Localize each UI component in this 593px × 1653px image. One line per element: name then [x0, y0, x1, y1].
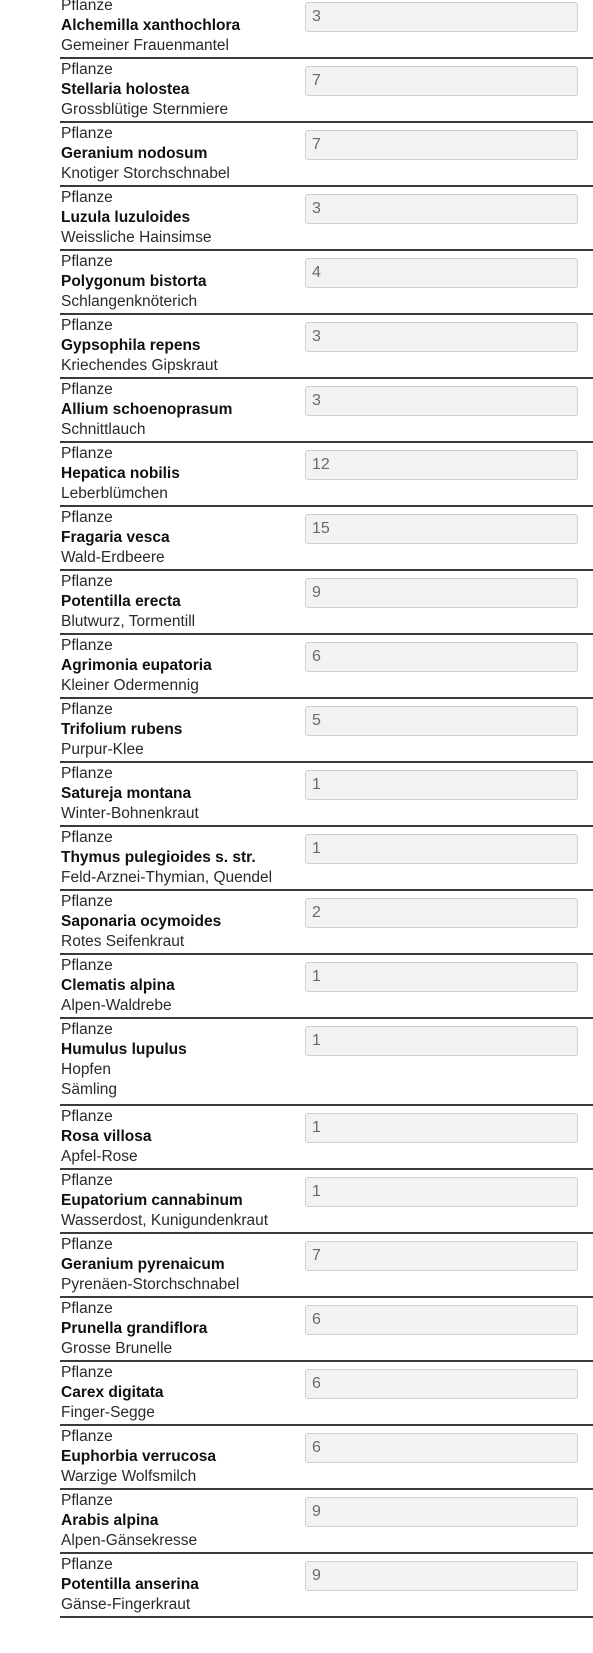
plant-row: [60, 571, 593, 635]
plant-row: [60, 763, 593, 827]
plant-common-name: Grosse Brunelle: [61, 1340, 173, 1357]
plant-info: [61, 956, 175, 1016]
plant-scientific-name: Satureja montana: [61, 785, 192, 802]
plant-row: [60, 1362, 593, 1426]
quantity-input[interactable]: [305, 386, 578, 416]
plant-info: [61, 188, 211, 248]
plant-info: [61, 572, 195, 632]
plant-row: [60, 123, 593, 187]
plant-row: [60, 635, 593, 699]
plant-scientific-name: Prunella grandiflora: [61, 1320, 208, 1337]
plant-category-label: Pflanze: [61, 253, 113, 270]
plant-row: [60, 59, 593, 123]
plant-category-label: Pflanze: [61, 317, 113, 334]
plant-row: [60, 251, 593, 315]
plant-category-label: Pflanze: [61, 957, 113, 974]
plant-row: [60, 1019, 593, 1106]
plant-category-label: Pflanze: [61, 1492, 113, 1509]
plant-common-name: Schlangenknöterich: [61, 293, 198, 310]
quantity-input[interactable]: [305, 194, 578, 224]
plant-common-name: Alpen-Gänsekresse: [61, 1532, 198, 1549]
plant-scientific-name: Euphorbia verrucosa: [61, 1448, 217, 1465]
plant-scientific-name: Saponaria ocymoides: [61, 913, 222, 930]
plant-scientific-name: Thymus pulegioides s. str.: [61, 849, 256, 866]
plant-common-name: Kleiner Odermennig: [61, 677, 199, 694]
plant-info: [61, 1299, 207, 1359]
plant-scientific-name: Agrimonia eupatoria: [61, 657, 212, 674]
quantity-input[interactable]: [305, 642, 578, 672]
plant-category-label: Pflanze: [61, 1172, 113, 1189]
quantity-input[interactable]: [305, 258, 578, 288]
plant-common-name: Apfel-Rose: [61, 1148, 138, 1165]
plant-common-name: Pyrenäen-Storchschnabel: [61, 1276, 240, 1293]
plant-scientific-name: Potentilla anserina: [61, 1576, 199, 1593]
plant-scientific-name: Geranium pyrenaicum: [61, 1256, 225, 1273]
plant-common-name: Leberblümchen: [61, 485, 168, 502]
plant-row: [60, 0, 593, 59]
plant-category-label: Pflanze: [61, 0, 113, 14]
plant-info: [61, 124, 230, 184]
plant-category-label: Pflanze: [61, 1236, 113, 1253]
plant-scientific-name: Geranium nodosum: [61, 145, 208, 162]
plant-common-name: Wasserdost, Kunigundenkraut: [61, 1212, 269, 1229]
plant-category-label: Pflanze: [61, 61, 113, 78]
quantity-input[interactable]: [305, 1241, 578, 1271]
plant-common-name: Alpen-Waldrebe: [61, 997, 172, 1014]
plant-scientific-name: Luzula luzuloides: [61, 209, 191, 226]
plant-scientific-name: Gypsophila repens: [61, 337, 201, 354]
plant-common-name: Hopfen: [61, 1061, 111, 1078]
plant-common-name: Blutwurz, Tormentill: [61, 613, 196, 630]
plant-scientific-name: Hepatica nobilis: [61, 465, 180, 482]
plant-info: [61, 1491, 197, 1551]
plant-category-label: Pflanze: [61, 1556, 113, 1573]
plant-row: [60, 1106, 593, 1170]
plant-info: [61, 1363, 164, 1423]
plant-category-label: Pflanze: [61, 1108, 113, 1125]
plant-category-label: Pflanze: [61, 765, 113, 782]
plant-info: [61, 508, 170, 568]
quantity-input[interactable]: [305, 770, 578, 800]
plant-info: [61, 380, 232, 440]
plant-info: [61, 828, 272, 888]
plant-scientific-name: Arabis alpina: [61, 1512, 159, 1529]
plant-info: [61, 764, 199, 824]
quantity-input[interactable]: [305, 1113, 578, 1143]
plant-row: [60, 699, 593, 763]
plant-scientific-name: Alchemilla xanthochlora: [61, 17, 241, 34]
plant-category-label: Pflanze: [61, 1300, 113, 1317]
plant-common-name: Wald-Erdbeere: [61, 549, 165, 566]
plant-scientific-name: Allium schoenoprasum: [61, 401, 233, 418]
plant-info: [61, 444, 180, 504]
plant-common-name: Schnittlauch: [61, 421, 146, 438]
plant-info: [61, 1555, 199, 1615]
plant-row: [60, 827, 593, 891]
plant-category-label: Pflanze: [61, 445, 113, 462]
quantity-input[interactable]: [305, 1497, 578, 1527]
quantity-input[interactable]: [305, 1433, 578, 1463]
quantity-input[interactable]: [305, 1561, 578, 1591]
plant-row: [60, 1426, 593, 1490]
quantity-input[interactable]: [305, 514, 578, 544]
plant-info: [61, 700, 182, 760]
plant-scientific-name: Carex digitata: [61, 1384, 164, 1401]
quantity-input[interactable]: [305, 1305, 578, 1335]
plant-common-name: Gänse-Fingerkraut: [61, 1596, 191, 1613]
quantity-input[interactable]: [305, 1177, 578, 1207]
plant-category-label: Pflanze: [61, 189, 113, 206]
plant-info: [61, 60, 228, 120]
quantity-input[interactable]: [305, 2, 578, 32]
plant-info: [61, 0, 240, 56]
plant-row: [60, 1170, 593, 1234]
plant-note: Sämling: [61, 1081, 117, 1098]
plant-category-label: Pflanze: [61, 1364, 113, 1381]
plant-category-label: Pflanze: [61, 637, 113, 654]
plant-row: [60, 379, 593, 443]
plant-category-label: Pflanze: [61, 381, 113, 398]
plant-category-label: Pflanze: [61, 125, 113, 142]
plant-info: [61, 1235, 239, 1295]
plant-info: [61, 316, 218, 376]
plant-scientific-name: Trifolium rubens: [61, 721, 183, 738]
plant-info: [61, 636, 212, 696]
plant-row: [60, 1490, 593, 1554]
plant-common-name: Kriechendes Gipskraut: [61, 357, 218, 374]
plant-info: [61, 892, 221, 952]
quantity-input[interactable]: [305, 1369, 578, 1399]
plant-row: [60, 1298, 593, 1362]
quantity-input[interactable]: [305, 1026, 578, 1056]
plant-info: [61, 1020, 187, 1100]
plant-scientific-name: Humulus lupulus: [61, 1041, 187, 1058]
plant-row: [60, 955, 593, 1019]
quantity-input[interactable]: [305, 578, 578, 608]
plant-common-name: Weissliche Hainsimse: [61, 229, 212, 246]
plant-info: [61, 1171, 268, 1231]
quantity-input[interactable]: [305, 962, 578, 992]
quantity-input[interactable]: [305, 898, 578, 928]
plant-row: [60, 1234, 593, 1298]
plant-scientific-name: Potentilla erecta: [61, 593, 181, 610]
quantity-input[interactable]: [305, 834, 578, 864]
quantity-input[interactable]: [305, 322, 578, 352]
plant-row: [60, 443, 593, 507]
plant-category-label: Pflanze: [61, 893, 113, 910]
quantity-input[interactable]: [305, 706, 578, 736]
plant-common-name: Finger-Segge: [61, 1404, 155, 1421]
plant-scientific-name: Eupatorium cannabinum: [61, 1192, 243, 1209]
plant-category-label: Pflanze: [61, 573, 113, 590]
plant-common-name: Purpur-Klee: [61, 741, 144, 758]
plant-scientific-name: Stellaria holostea: [61, 81, 190, 98]
quantity-input[interactable]: [305, 66, 578, 96]
plant-category-label: Pflanze: [61, 1428, 113, 1445]
plant-category-label: Pflanze: [61, 509, 113, 526]
plant-category-label: Pflanze: [61, 1021, 113, 1038]
plant-scientific-name: Polygonum bistorta: [61, 273, 207, 290]
plant-row: [60, 507, 593, 571]
plant-common-name: Rotes Seifenkraut: [61, 933, 185, 950]
plant-row: [60, 187, 593, 251]
plant-common-name: Gemeiner Frauenmantel: [61, 37, 229, 54]
plant-common-name: Grossblütige Sternmiere: [61, 101, 229, 118]
plant-row: [60, 1554, 593, 1618]
plant-category-label: Pflanze: [61, 701, 113, 718]
quantity-input[interactable]: [305, 450, 578, 480]
plant-info: [61, 1107, 151, 1167]
plant-scientific-name: Rosa villosa: [61, 1128, 152, 1145]
plant-scientific-name: Fragaria vesca: [61, 529, 170, 546]
plant-common-name: Winter-Bohnenkraut: [61, 805, 199, 822]
plant-common-name: Warzige Wolfsmilch: [61, 1468, 197, 1485]
plant-row: [60, 315, 593, 379]
plant-row: [60, 891, 593, 955]
plant-common-name: Knotiger Storchschnabel: [61, 165, 230, 182]
plant-info: [61, 252, 207, 312]
quantity-input[interactable]: [305, 130, 578, 160]
plant-common-name: Feld-Arznei-Thymian, Quendel: [61, 869, 273, 886]
plant-info: [61, 1427, 216, 1487]
plant-category-label: Pflanze: [61, 829, 113, 846]
plant-scientific-name: Clematis alpina: [61, 977, 175, 994]
